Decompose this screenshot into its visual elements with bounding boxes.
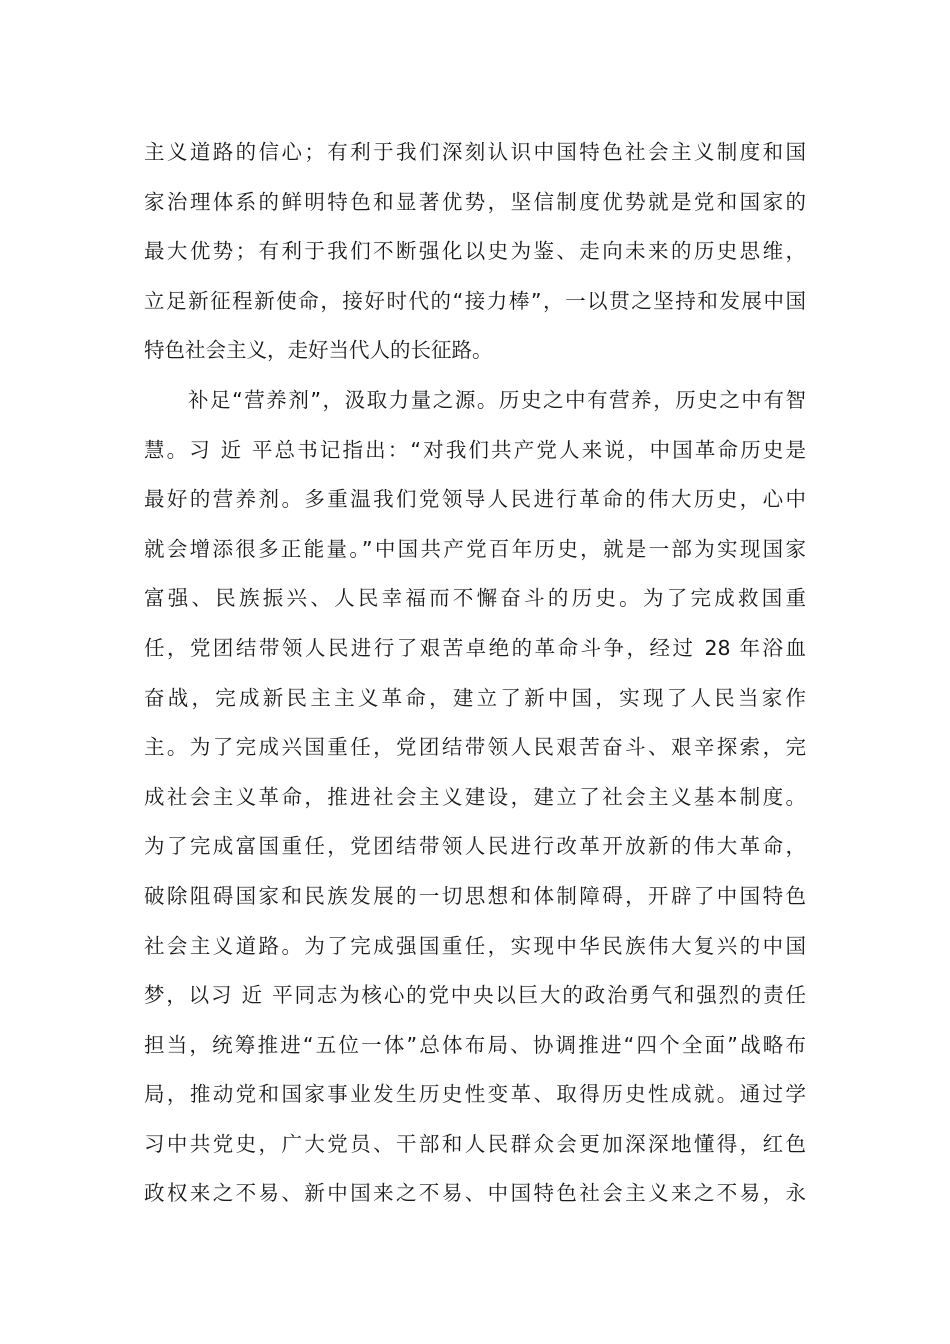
text-line: 慧。习 近 平总书记指出：“对我们共产党人来说，中国革命历史是 [144, 437, 806, 462]
text-line: 任，党团结带领人民进行了艰苦卓绝的革命斗争，经过 28 年浴血 [144, 635, 806, 660]
text-line: 主。为了完成兴国重任，党团结带领人民艰苦奋斗、艰辛探索，完 [144, 735, 806, 760]
paragraph-start-line: 补足“营养剂”，汲取力量之源。历史之中有营养，历史之中有智 [188, 387, 806, 412]
text-line: 立足新征程新使命，接好时代的“接力棒”，一以贯之坚持和发展中国 [144, 288, 806, 313]
text-line: 特色社会主义，走好当代人的长征路。 [144, 338, 493, 363]
text-line: 社会主义道路。为了完成强国重任，实现中华民族伟大复兴的中国 [144, 933, 806, 958]
text-line: 就会增添很多正能量。”中国共产党百年历史，就是一部为实现国家 [144, 536, 806, 561]
text-line: 奋战，完成新民主主义革命，建立了新中国，实现了人民当家作 [144, 685, 806, 710]
text-line: 梦，以习 近 平同志为核心的党中央以巨大的政治勇气和强烈的责任 [144, 983, 806, 1008]
text-line: 成社会主义革命，推进社会主义建设，建立了社会主义基本制度。 [144, 784, 806, 809]
text-line: 主义道路的信心；有利于我们深刻认识中国特色社会主义制度和国 [144, 140, 806, 164]
text-line: 政权来之不易、新中国来之不易、中国特色社会主义来之不易，永 [144, 1181, 806, 1206]
text-line: 家治理体系的鲜明特色和显著优势，坚信制度优势就是党和国家的 [144, 189, 806, 214]
text-line: 最好的营养剂。多重温我们党领导人民进行革命的伟大历史，心中 [144, 487, 806, 512]
text-line: 局，推动党和国家事业发生历史性变革、取得历史性成就。通过学 [144, 1082, 806, 1107]
text-line: 富强、民族振兴、人民幸福而不懈奋斗的历史。为了完成救国重 [144, 586, 806, 611]
text-line: 最大优势；有利于我们不断强化以史为鉴、走向未来的历史思维， [144, 239, 806, 264]
text-line: 担当，统筹推进“五位一体”总体布局、协调推进“四个全面”战略布 [144, 1032, 806, 1057]
body-text [144, 128, 806, 1219]
text-line: 为了完成富国重任，党团结带领人民进行改革开放新的伟大革命， [144, 834, 806, 859]
text-line: 破除阻碍国家和民族发展的一切思想和体制障碍，开辟了中国特色 [144, 883, 806, 908]
text-line: 习中共党史，广大党员、干部和人民群众会更加深深地懂得，红色 [144, 1131, 806, 1156]
